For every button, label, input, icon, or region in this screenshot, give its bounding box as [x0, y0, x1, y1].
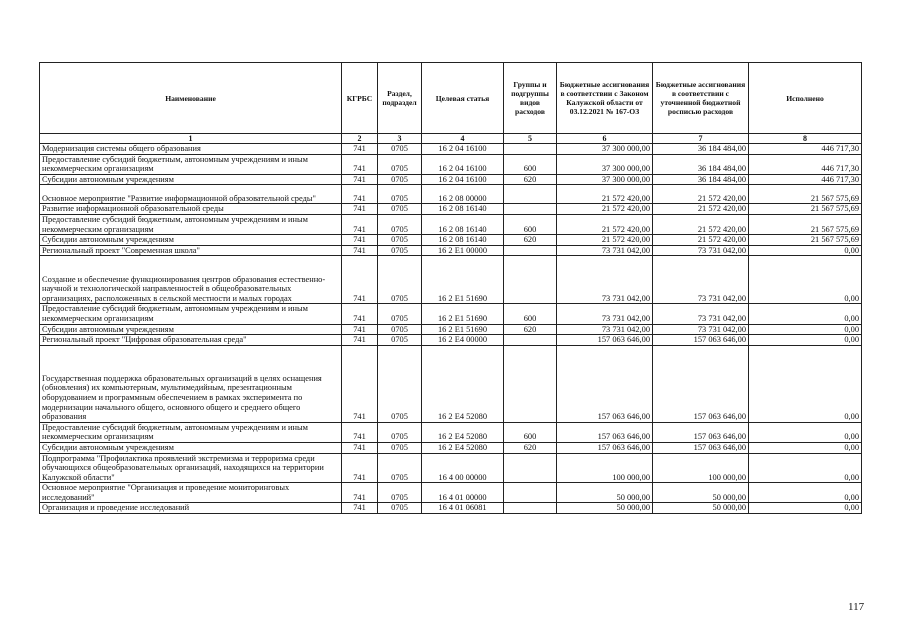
cell-law: 37 300 000,00: [557, 154, 653, 174]
cell-section: 0705: [378, 144, 422, 155]
cell-done: 21 567 575,69: [749, 204, 862, 215]
cell-kgrbs: 741: [342, 185, 378, 204]
cell-target: 16 2 04 16100: [422, 154, 504, 174]
cell-name: Модернизация системы общего образования: [40, 144, 342, 155]
cell-law: 157 063 646,00: [557, 335, 653, 346]
cell-law: 157 063 646,00: [557, 442, 653, 453]
cell-group: 600: [504, 214, 557, 234]
column-number: 4: [422, 134, 504, 144]
header-target: Целевая статья: [422, 63, 504, 134]
cell-name: Предоставление субсидий бюджетным, автономным учреждениям и иным некоммерческим организациям: [40, 214, 342, 234]
cell-group: 620: [504, 235, 557, 246]
cell-law: 73 731 042,00: [557, 256, 653, 304]
cell-section: 0705: [378, 185, 422, 204]
cell-section: 0705: [378, 503, 422, 514]
cell-kgrbs: 741: [342, 235, 378, 246]
cell-kgrbs: 741: [342, 503, 378, 514]
cell-target: 16 2 08 16140: [422, 235, 504, 246]
table-row: [40, 214, 862, 234]
table-body: [40, 144, 862, 514]
table-row: [40, 422, 862, 442]
cell-law: 73 731 042,00: [557, 304, 653, 324]
column-number: 8: [749, 134, 862, 144]
cell-revised: 100 000,00: [653, 453, 749, 483]
cell-name: Организация и проведение исследований: [40, 503, 342, 514]
cell-done: 446 717,30: [749, 154, 862, 174]
cell-section: 0705: [378, 214, 422, 234]
cell-revised: 73 731 042,00: [653, 324, 749, 335]
table-row: [40, 324, 862, 335]
cell-name: Основное мероприятие "Развитие информационной образовательной среды": [40, 185, 342, 204]
column-number: 2: [342, 134, 378, 144]
cell-target: 16 2 04 16100: [422, 144, 504, 155]
cell-revised: 21 572 420,00: [653, 235, 749, 246]
cell-target: 16 2 08 16140: [422, 214, 504, 234]
cell-law: 21 572 420,00: [557, 185, 653, 204]
cell-name: Предоставление субсидий бюджетным, автономным учреждениям и иным некоммерческим организациям: [40, 154, 342, 174]
cell-group: [504, 185, 557, 204]
cell-done: 0,00: [749, 256, 862, 304]
cell-group: 600: [504, 422, 557, 442]
cell-target: 16 2 E4 00000: [422, 335, 504, 346]
cell-section: 0705: [378, 245, 422, 256]
cell-revised: 157 063 646,00: [653, 335, 749, 346]
cell-target: 16 2 E4 52080: [422, 422, 504, 442]
cell-revised: 36 184 484,00: [653, 154, 749, 174]
column-number: 7: [653, 134, 749, 144]
table-row: [40, 304, 862, 324]
cell-done: 446 717,30: [749, 144, 862, 155]
cell-group: 620: [504, 442, 557, 453]
cell-target: 16 2 E1 51690: [422, 304, 504, 324]
cell-name: Основное мероприятие "Организация и проведение мониторинговых исследований": [40, 483, 342, 503]
cell-revised: 73 731 042,00: [653, 256, 749, 304]
table-header-row: [40, 63, 862, 134]
table-row: [40, 335, 862, 346]
cell-kgrbs: 741: [342, 483, 378, 503]
cell-group: [504, 483, 557, 503]
cell-section: 0705: [378, 304, 422, 324]
table-row: [40, 442, 862, 453]
cell-law: 37 300 000,00: [557, 174, 653, 185]
cell-group: [504, 453, 557, 483]
cell-done: 446 717,30: [749, 174, 862, 185]
table-row: [40, 256, 862, 304]
cell-group: [504, 335, 557, 346]
cell-kgrbs: 741: [342, 335, 378, 346]
table-row: [40, 185, 862, 204]
column-number-row: [40, 134, 862, 144]
cell-name: Предоставление субсидий бюджетным, автономным учреждениям и иным некоммерческим организациям: [40, 304, 342, 324]
table-row: [40, 204, 862, 215]
cell-law: 100 000,00: [557, 453, 653, 483]
cell-name: Региональный проект "Современная школа": [40, 245, 342, 256]
header-done: Исполнено: [749, 63, 862, 134]
cell-revised: 50 000,00: [653, 483, 749, 503]
cell-group: [504, 245, 557, 256]
cell-done: 0,00: [749, 304, 862, 324]
cell-revised: 157 063 646,00: [653, 422, 749, 442]
cell-law: 157 063 646,00: [557, 345, 653, 422]
cell-kgrbs: 741: [342, 154, 378, 174]
cell-target: 16 2 08 00000: [422, 185, 504, 204]
cell-target: 16 2 E1 51690: [422, 256, 504, 304]
cell-kgrbs: 741: [342, 453, 378, 483]
cell-done: 21 567 575,69: [749, 214, 862, 234]
cell-section: 0705: [378, 345, 422, 422]
cell-target: 16 2 E4 52080: [422, 345, 504, 422]
table-row: [40, 503, 862, 514]
cell-done: 0,00: [749, 245, 862, 256]
header-section: Раздел, подраздел: [378, 63, 422, 134]
cell-done: 0,00: [749, 422, 862, 442]
cell-section: 0705: [378, 442, 422, 453]
cell-kgrbs: 741: [342, 256, 378, 304]
cell-kgrbs: 741: [342, 174, 378, 185]
table-row: [40, 453, 862, 483]
cell-revised: 36 184 484,00: [653, 174, 749, 185]
column-number: 5: [504, 134, 557, 144]
header-revised: Бюджетные ассигнования в соответствии с уточненной бюджетной росписью расходов: [653, 63, 749, 134]
cell-name: Создание и обеспечение функционирования центров образования естественно-научной и технологической направленностей в общеобразовательных организациях, расположенных в сельской местности и малых городах: [40, 256, 342, 304]
cell-target: 16 4 01 06081: [422, 503, 504, 514]
cell-target: 16 4 00 00000: [422, 453, 504, 483]
cell-name: Региональный проект "Цифровая образовательная среда": [40, 335, 342, 346]
cell-law: 50 000,00: [557, 503, 653, 514]
cell-section: 0705: [378, 335, 422, 346]
budget-table: [39, 62, 862, 514]
cell-target: 16 2 E1 00000: [422, 245, 504, 256]
cell-done: 0,00: [749, 345, 862, 422]
cell-group: 600: [504, 304, 557, 324]
table-row: [40, 235, 862, 246]
cell-law: 21 572 420,00: [557, 235, 653, 246]
cell-done: 0,00: [749, 324, 862, 335]
cell-section: 0705: [378, 422, 422, 442]
cell-law: 73 731 042,00: [557, 245, 653, 256]
cell-law: 73 731 042,00: [557, 324, 653, 335]
cell-revised: 21 572 420,00: [653, 204, 749, 215]
cell-done: 0,00: [749, 483, 862, 503]
column-number: 3: [378, 134, 422, 144]
cell-group: [504, 345, 557, 422]
cell-target: 16 2 04 16100: [422, 174, 504, 185]
cell-name: Субсидии автономным учреждениям: [40, 324, 342, 335]
cell-group: [504, 503, 557, 514]
cell-law: 37 300 000,00: [557, 144, 653, 155]
cell-name: Предоставление субсидий бюджетным, автономным учреждениям и иным некоммерческим организациям: [40, 422, 342, 442]
cell-group: [504, 256, 557, 304]
cell-section: 0705: [378, 256, 422, 304]
budget-table-container: [39, 62, 861, 514]
table-row: [40, 174, 862, 185]
cell-law: 50 000,00: [557, 483, 653, 503]
cell-target: 16 2 E1 51690: [422, 324, 504, 335]
cell-group: [504, 144, 557, 155]
cell-section: 0705: [378, 204, 422, 215]
cell-section: 0705: [378, 453, 422, 483]
cell-group: 620: [504, 324, 557, 335]
cell-name: Государственная поддержка образовательных организаций в целях оснащения (обновления) их компьютерным, мультимедийным, презентационным оборудованием и программным обеспечением в рамках эксперимента по модернизации начального общего, основного общего и среднего общего образования: [40, 345, 342, 422]
header-group: Группы и подгруппы видов расходов: [504, 63, 557, 134]
table-row: [40, 154, 862, 174]
cell-kgrbs: 741: [342, 204, 378, 215]
header-name: Наименование: [40, 63, 342, 134]
column-number: 1: [40, 134, 342, 144]
cell-revised: 21 572 420,00: [653, 185, 749, 204]
cell-kgrbs: 741: [342, 304, 378, 324]
cell-done: 0,00: [749, 442, 862, 453]
table-row: [40, 345, 862, 422]
cell-kgrbs: 741: [342, 245, 378, 256]
cell-revised: 36 184 484,00: [653, 144, 749, 155]
cell-name: Субсидии автономным учреждениям: [40, 442, 342, 453]
cell-section: 0705: [378, 483, 422, 503]
cell-revised: 157 063 646,00: [653, 442, 749, 453]
cell-done: 0,00: [749, 453, 862, 483]
cell-name: Подпрограмма "Профилактика проявлений экстремизма и терроризма среди обучающихся общеобразовательных организаций, находящихся на территории Калужской области": [40, 453, 342, 483]
cell-group: 620: [504, 174, 557, 185]
cell-done: 0,00: [749, 503, 862, 514]
cell-kgrbs: 741: [342, 442, 378, 453]
cell-done: 21 567 575,69: [749, 185, 862, 204]
cell-revised: 157 063 646,00: [653, 345, 749, 422]
cell-law: 157 063 646,00: [557, 422, 653, 442]
cell-law: 21 572 420,00: [557, 214, 653, 234]
cell-kgrbs: 741: [342, 422, 378, 442]
page-number: 117: [848, 601, 865, 613]
cell-kgrbs: 741: [342, 144, 378, 155]
cell-done: 21 567 575,69: [749, 235, 862, 246]
column-number: 6: [557, 134, 653, 144]
table-row: [40, 245, 862, 256]
cell-name: Субсидии автономным учреждениям: [40, 235, 342, 246]
cell-revised: 21 572 420,00: [653, 214, 749, 234]
cell-group: 600: [504, 154, 557, 174]
cell-section: 0705: [378, 324, 422, 335]
cell-section: 0705: [378, 174, 422, 185]
cell-name: Субсидии автономным учреждениям: [40, 174, 342, 185]
table-row: [40, 483, 862, 503]
cell-law: 21 572 420,00: [557, 204, 653, 215]
cell-group: [504, 204, 557, 215]
cell-revised: 73 731 042,00: [653, 304, 749, 324]
header-law: Бюджетные ассигнования в соответствии с Законом Калужской области от 03.12.2021 № 167-ОЗ: [557, 63, 653, 134]
header-kgrbs: КГРБС: [342, 63, 378, 134]
cell-revised: 50 000,00: [653, 503, 749, 514]
table-row: [40, 144, 862, 155]
cell-section: 0705: [378, 235, 422, 246]
cell-revised: 73 731 042,00: [653, 245, 749, 256]
cell-kgrbs: 741: [342, 345, 378, 422]
cell-name: Развитие информационной образовательной среды: [40, 204, 342, 215]
cell-done: 0,00: [749, 335, 862, 346]
cell-section: 0705: [378, 154, 422, 174]
cell-kgrbs: 741: [342, 214, 378, 234]
cell-target: 16 2 08 16140: [422, 204, 504, 215]
cell-target: 16 4 01 00000: [422, 483, 504, 503]
cell-kgrbs: 741: [342, 324, 378, 335]
cell-target: 16 2 E4 52080: [422, 442, 504, 453]
